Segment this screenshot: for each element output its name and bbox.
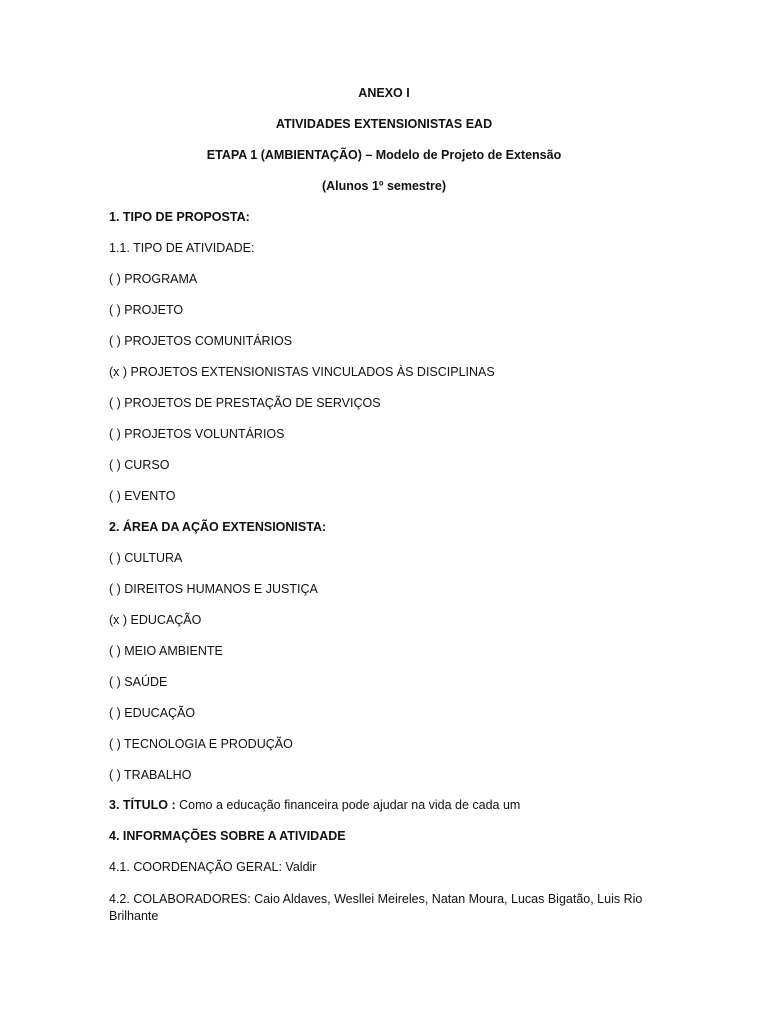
coordination-line: 4.1. COORDENAÇÃO GERAL: Valdir bbox=[109, 860, 317, 874]
area-option-educacao-2: ( ) EDUCAÇÃO bbox=[109, 706, 196, 720]
activities-title: ATIVIDADES EXTENSIONISTAS EAD bbox=[275, 117, 493, 131]
area-option-educacao: (x ) EDUCAÇÃO bbox=[109, 613, 202, 627]
activity-option-projeto: ( ) PROJETO bbox=[109, 303, 184, 317]
area-option-cultura: ( ) CULTURA bbox=[109, 551, 183, 565]
stage-title: ETAPA 1 (AMBIENTAÇÃO) – Modelo de Projeto de Extensão bbox=[206, 148, 562, 162]
activity-option-evento: ( ) EVENTO bbox=[109, 489, 176, 503]
annex-title: ANEXO I bbox=[358, 86, 410, 100]
section2-heading: 2. ÁREA DA AÇÃO EXTENSIONISTA: bbox=[109, 520, 327, 534]
section3-title-line bbox=[109, 798, 669, 812]
area-option-direitos: ( ) DIREITOS HUMANOS E JUSTIÇA bbox=[109, 582, 318, 596]
activity-option-curso: ( ) CURSO bbox=[109, 458, 170, 472]
area-option-saude: ( ) SAÚDE bbox=[109, 675, 168, 689]
section3-label: 3. TÍTULO : bbox=[109, 798, 176, 812]
activity-option-servicos: ( ) PROJETOS DE PRESTAÇÃO DE SERVIÇOS bbox=[109, 396, 381, 410]
section3-value: Como a educação financeira pode ajudar na vida de cada um bbox=[175, 798, 521, 812]
students-subtitle: (Alunos 1º semestre) bbox=[321, 179, 447, 193]
activity-option-comunitarios: ( ) PROJETOS COMUNITÁRIOS bbox=[109, 334, 293, 348]
activity-option-extensionistas: (x ) PROJETOS EXTENSIONISTAS VINCULADOS ÀS DISCIPLINAS bbox=[109, 365, 495, 379]
activity-option-programa: ( ) PROGRAMA bbox=[109, 272, 198, 286]
activity-option-voluntarios: ( ) PROJETOS VOLUNTÁRIOS bbox=[109, 427, 285, 441]
collaborators-line: 4.2. COLABORADORES: Caio Aldaves, Wesllei Meireles, Natan Moura, Lucas Bigatão, Luis Rio Brilhante bbox=[109, 892, 643, 923]
section1-subheading: 1.1. TIPO DE ATIVIDADE: bbox=[109, 241, 255, 255]
area-option-meio-ambiente: ( ) MEIO AMBIENTE bbox=[109, 644, 223, 658]
section4-heading: 4. INFORMAÇÕES SOBRE A ATIVIDADE bbox=[109, 829, 346, 843]
area-option-tecnologia: ( ) TECNOLOGIA E PRODUÇÃO bbox=[109, 737, 293, 751]
section1-heading: 1. TIPO DE PROPOSTA: bbox=[109, 210, 250, 224]
area-option-trabalho: ( ) TRABALHO bbox=[109, 768, 192, 782]
